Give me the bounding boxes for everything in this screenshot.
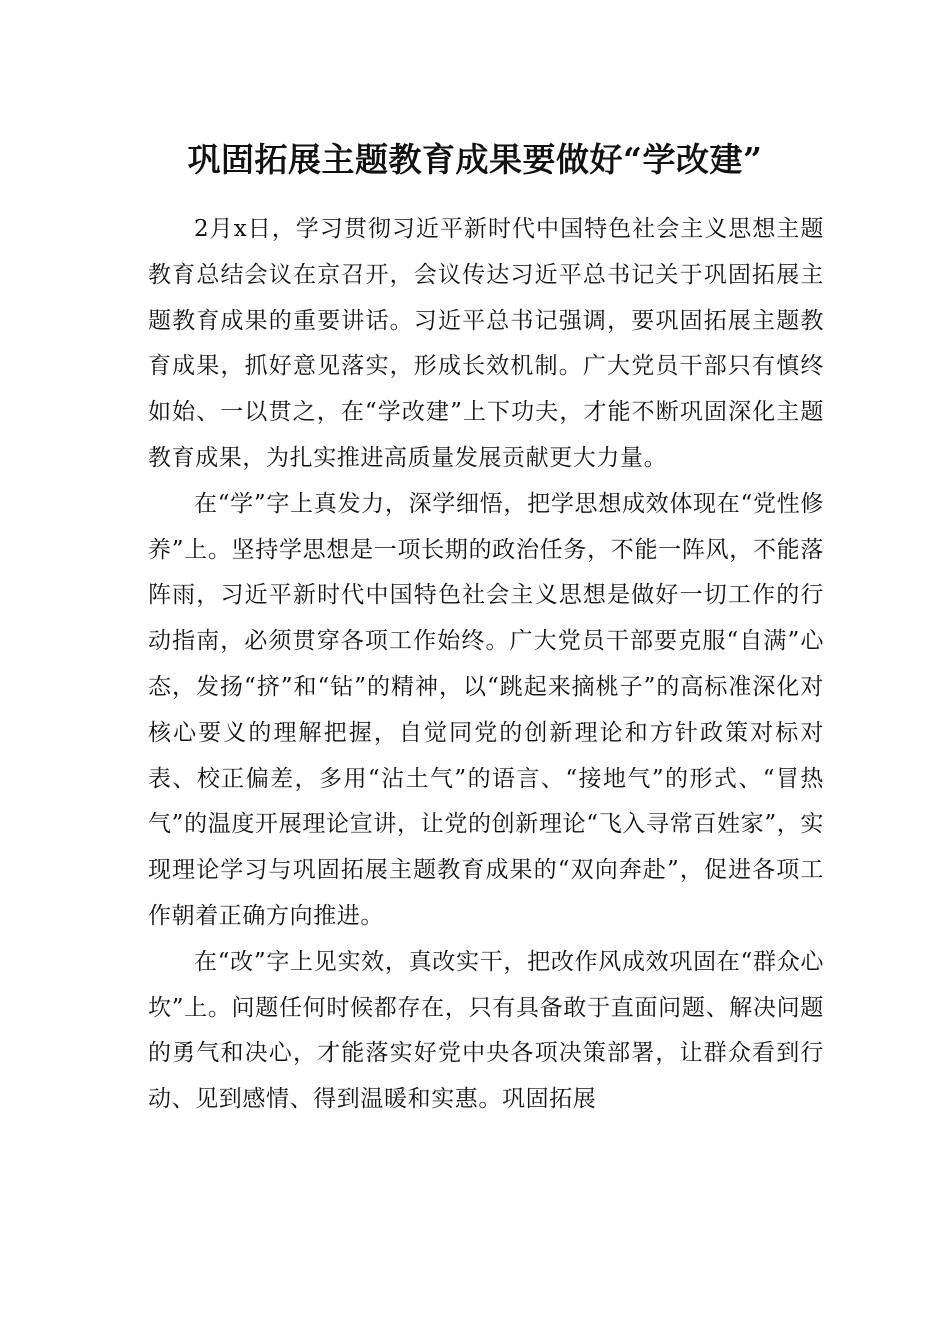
document-body [148, 207, 824, 1123]
paragraph-reform: 在“改”字上见实效，真改实干，把改作风成效巩固在“群众心坎”上。问题任何时候都存在，只有具备敢于直面问题、解决问题的勇气和决心，才能落实好党中央各项决策部署，让群众看到行动、见到感情、得到温暖和实惠。巩固拓展 [148, 948, 824, 1113]
paragraph-study: 在“学”字上真发力，深学细悟，把学思想成效体现在“党性修养”上。坚持学思想是一项长期的政治任务，不能一阵风，不能落阵雨，习近平新时代中国特色社会主义思想是做好一切工作的行动指南，必须贯穿各项工作始终。广大党员干部要克服“自满”心态，发扬“挤”和“钻”的精神，以“跳起来摘桃子”的高标准深化对核心要义的理解把握，自觉同党的创新理论和方针政策对标对表、校正偏差，多用“沾土气”的语言、“接地气”的形式、“冒热气”的温度开展理论宣讲，让党的创新理论“飞入寻常百姓家”，实现理论学习与巩固拓展主题教育成果的“双向奔赴”，促进各项工作朝着正确方向推进。 [148, 490, 824, 929]
paragraph-intro: 2月x日，学习贯彻习近平新时代中国特色社会主义思想主题教育总结会议在京召开，会议传达习近平总书记关于巩固拓展主题教育成果的重要讲话。习近平总书记强调，要巩固拓展主题教育成果，抓好意见落实，形成长效机制。广大党员干部只有慎终如始、一以贯之，在“学改建”上下功夫，才能不断巩固深化主题教育成果，为扎实推进高质量发展贡献更大力量。 [148, 216, 824, 471]
document-title: 巩固拓展主题教育成果要做好“学改建” [187, 140, 763, 179]
